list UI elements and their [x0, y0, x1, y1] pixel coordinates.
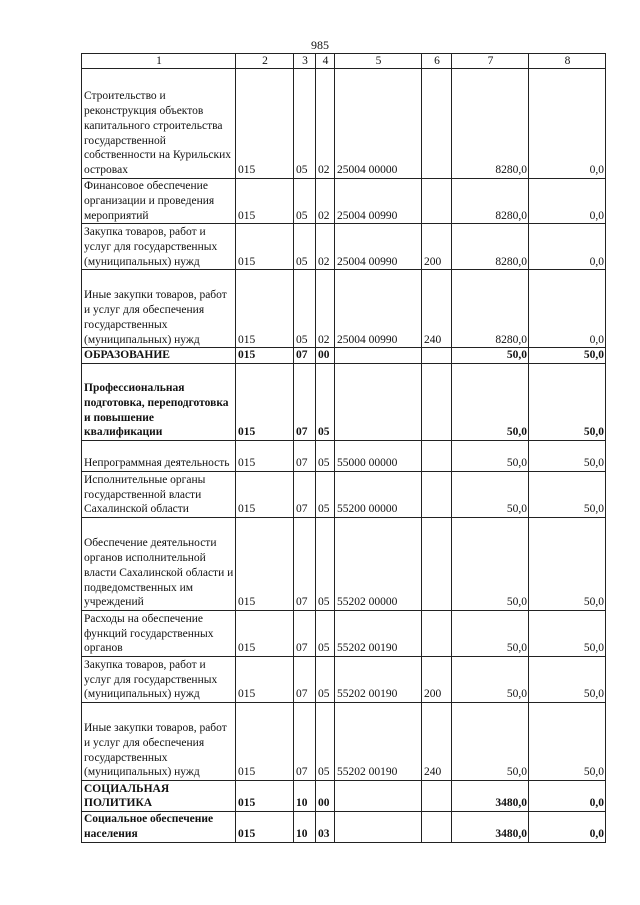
amount-cell: 50,0	[529, 441, 606, 472]
subsection-cell: 05	[316, 703, 335, 781]
amount-cell: 50,0	[529, 518, 606, 611]
table-row	[82, 270, 606, 348]
table-row	[82, 348, 606, 364]
target-article-cell: 25004 00990	[335, 270, 422, 348]
amount-cell: 50,0	[529, 364, 606, 441]
amount-cell: 0,0	[529, 69, 606, 179]
expense-type-cell	[422, 364, 452, 441]
target-article-cell	[335, 364, 422, 441]
expense-type-cell	[422, 518, 452, 611]
row-name-cell: Непрограммная деятельность	[82, 441, 236, 472]
code-cell: 015	[236, 224, 294, 270]
column-header: 2	[236, 54, 294, 69]
row-name-cell: Обеспечение деятельности органов исполнительной власти Сахалинской области и подведомственных им учреждений	[82, 518, 236, 611]
expense-type-cell	[422, 611, 452, 657]
target-article-cell: 55202 00190	[335, 703, 422, 781]
subsection-cell: 00	[316, 781, 335, 812]
subsection-cell: 05	[316, 364, 335, 441]
target-article-cell	[335, 812, 422, 843]
target-article-cell: 25004 00990	[335, 179, 422, 224]
row-name-cell: ОБРАЗОВАНИЕ	[82, 348, 236, 364]
table-row	[82, 69, 606, 179]
section-cell: 05	[294, 270, 316, 348]
code-cell: 015	[236, 69, 294, 179]
subsection-cell: 00	[316, 348, 335, 364]
table-row	[82, 812, 606, 843]
amount-cell: 0,0	[529, 270, 606, 348]
column-header: 4	[316, 54, 335, 69]
table-row	[82, 781, 606, 812]
code-cell: 015	[236, 657, 294, 703]
budget-table	[81, 53, 606, 843]
subsection-cell: 05	[316, 611, 335, 657]
row-name-cell: Социальное обеспечение населения	[82, 812, 236, 843]
section-cell: 07	[294, 472, 316, 518]
amount-cell: 50,0	[452, 441, 529, 472]
amount-cell: 50,0	[452, 611, 529, 657]
amount-cell: 0,0	[529, 179, 606, 224]
code-cell: 015	[236, 179, 294, 224]
amount-cell: 50,0	[452, 657, 529, 703]
amount-cell: 3480,0	[452, 812, 529, 843]
table-row	[82, 441, 606, 472]
amount-cell: 8280,0	[452, 69, 529, 179]
subsection-cell: 05	[316, 441, 335, 472]
row-name-cell: СОЦИАЛЬНАЯ ПОЛИТИКА	[82, 781, 236, 812]
amount-cell: 50,0	[452, 472, 529, 518]
expense-type-cell	[422, 179, 452, 224]
row-name-cell: Строительство и реконструкция объектов капитального строительства государственной собственности на Курильских островах	[82, 69, 236, 179]
column-header: 7	[452, 54, 529, 69]
section-cell: 07	[294, 348, 316, 364]
table-row	[82, 611, 606, 657]
amount-cell: 50,0	[529, 611, 606, 657]
subsection-cell: 05	[316, 657, 335, 703]
row-name-cell: Иные закупки товаров, работ и услуг для обеспечения государственных (муниципальных) нужд	[82, 703, 236, 781]
target-article-cell: 55000 00000	[335, 441, 422, 472]
amount-cell: 0,0	[529, 781, 606, 812]
expense-type-cell: 240	[422, 703, 452, 781]
page-number: 985	[311, 38, 329, 52]
amount-cell: 8280,0	[452, 224, 529, 270]
code-cell: 015	[236, 812, 294, 843]
table-body	[82, 54, 606, 843]
table-row	[82, 179, 606, 224]
subsection-cell: 05	[316, 518, 335, 611]
expense-type-cell: 200	[422, 657, 452, 703]
target-article-cell	[335, 348, 422, 364]
amount-cell: 50,0	[452, 364, 529, 441]
section-cell: 05	[294, 224, 316, 270]
row-name-cell: Расходы на обеспечение функций государственных органов	[82, 611, 236, 657]
expense-type-cell	[422, 69, 452, 179]
header-row	[82, 54, 606, 69]
expense-type-cell	[422, 812, 452, 843]
amount-cell: 0,0	[529, 224, 606, 270]
amount-cell: 0,0	[529, 812, 606, 843]
section-cell: 10	[294, 781, 316, 812]
section-cell: 05	[294, 69, 316, 179]
section-cell: 07	[294, 611, 316, 657]
target-article-cell: 25004 00990	[335, 224, 422, 270]
row-name-cell: Исполнительные органы государственной власти Сахалинской области	[82, 472, 236, 518]
subsection-cell: 02	[316, 69, 335, 179]
target-article-cell: 55200 00000	[335, 472, 422, 518]
code-cell: 015	[236, 781, 294, 812]
amount-cell: 50,0	[529, 703, 606, 781]
expense-type-cell	[422, 781, 452, 812]
row-name-cell: Финансовое обеспечение организации и проведения мероприятий	[82, 179, 236, 224]
table-row	[82, 224, 606, 270]
code-cell: 015	[236, 703, 294, 781]
amount-cell: 50,0	[529, 657, 606, 703]
target-article-cell: 55202 00190	[335, 611, 422, 657]
expense-type-cell	[422, 348, 452, 364]
amount-cell: 50,0	[452, 348, 529, 364]
code-cell: 015	[236, 364, 294, 441]
subsection-cell: 02	[316, 224, 335, 270]
section-cell: 10	[294, 812, 316, 843]
table-row	[82, 518, 606, 611]
section-cell: 07	[294, 441, 316, 472]
table-row	[82, 364, 606, 441]
amount-cell: 3480,0	[452, 781, 529, 812]
section-cell: 07	[294, 703, 316, 781]
amount-cell: 8280,0	[452, 270, 529, 348]
amount-cell: 50,0	[452, 703, 529, 781]
expense-type-cell	[422, 441, 452, 472]
column-header: 8	[529, 54, 606, 69]
expense-type-cell: 240	[422, 270, 452, 348]
table-row	[82, 657, 606, 703]
code-cell: 015	[236, 270, 294, 348]
expense-type-cell	[422, 472, 452, 518]
column-header: 5	[335, 54, 422, 69]
column-header: 6	[422, 54, 452, 69]
amount-cell: 50,0	[529, 472, 606, 518]
target-article-cell: 55202 00190	[335, 657, 422, 703]
amount-cell: 8280,0	[452, 179, 529, 224]
table-row	[82, 472, 606, 518]
subsection-cell: 03	[316, 812, 335, 843]
target-article-cell	[335, 781, 422, 812]
section-cell: 07	[294, 518, 316, 611]
target-article-cell: 25004 00000	[335, 69, 422, 179]
code-cell: 015	[236, 472, 294, 518]
section-cell: 05	[294, 179, 316, 224]
subsection-cell: 02	[316, 270, 335, 348]
row-name-cell: Закупка товаров, работ и услуг для государственных (муниципальных) нужд	[82, 657, 236, 703]
code-cell: 015	[236, 611, 294, 657]
target-article-cell: 55202 00000	[335, 518, 422, 611]
column-header: 1	[82, 54, 236, 69]
amount-cell: 50,0	[452, 518, 529, 611]
code-cell: 015	[236, 348, 294, 364]
table-row	[82, 703, 606, 781]
subsection-cell: 02	[316, 179, 335, 224]
code-cell: 015	[236, 441, 294, 472]
column-header: 3	[294, 54, 316, 69]
expense-type-cell: 200	[422, 224, 452, 270]
subsection-cell: 05	[316, 472, 335, 518]
section-cell: 07	[294, 657, 316, 703]
row-name-cell: Профессиональная подготовка, переподготовка и повышение квалификации	[82, 364, 236, 441]
code-cell: 015	[236, 518, 294, 611]
row-name-cell: Иные закупки товаров, работ и услуг для обеспечения государственных (муниципальных) нужд	[82, 270, 236, 348]
row-name-cell: Закупка товаров, работ и услуг для государственных (муниципальных) нужд	[82, 224, 236, 270]
amount-cell: 50,0	[529, 348, 606, 364]
section-cell: 07	[294, 364, 316, 441]
